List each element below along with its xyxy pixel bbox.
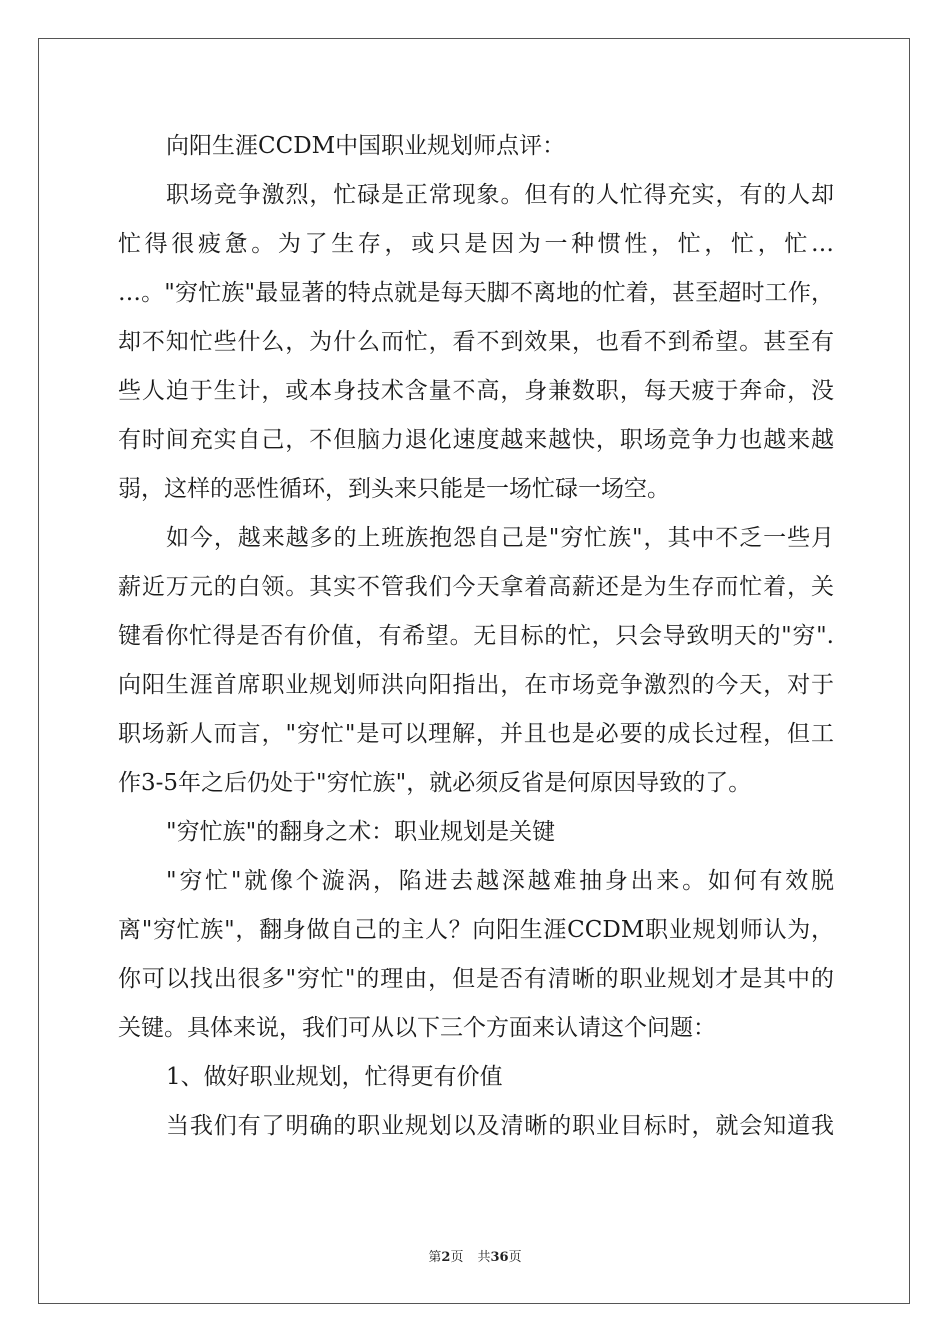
paragraph-line: 弱，这样的恶性循环，到头来只能是一场忙碌一场空。	[118, 476, 670, 502]
page-number: 2	[441, 1250, 451, 1265]
section-heading: 1、做好职业规划，忙得更有价值	[166, 1064, 503, 1090]
paragraph-line: 却不知忙些什么，为什么而忙，看不到效果，也看不到希望。甚至有	[118, 329, 834, 355]
paragraph-line: 忙得很疲惫。为了生存，或只是因为一种惯性，忙，忙，忙…	[118, 231, 834, 257]
paragraph-line: 键看你忙得是否有价值，有希望。无目标的忙，只会导致明天的"穷".	[118, 623, 834, 649]
paragraph-line: …。"穷忙族"最显著的特点就是每天脚不离地的忙着，甚至超时工作，	[118, 280, 834, 306]
paragraph-line: 离"穷忙族"，翻身做自己的主人？向阳生涯CCDM职业规划师认为，	[118, 917, 834, 943]
paragraph-line: 职场竞争激烈，忙碌是正常现象。但有的人忙得充实，有的人却	[166, 182, 834, 208]
paragraph-line: 薪近万元的白领。其实不管我们今天拿着高薪还是为生存而忙着，关	[118, 574, 834, 600]
page-footer	[0, 1246, 950, 1265]
paragraph-line: 当我们有了明确的职业规划以及清晰的职业目标时，就会知道我	[166, 1113, 834, 1139]
page-prefix: 第	[428, 1250, 442, 1265]
paragraph-line: 些人迫于生计，或本身技术含量不高，身兼数职，每天疲于奔命，没	[118, 378, 834, 404]
total-prefix: 共	[477, 1250, 491, 1265]
paragraph-line: 你可以找出很多"穷忙"的理由，但是否有清晰的职业规划才是其中的	[118, 966, 834, 992]
total-pages: 36	[490, 1250, 509, 1265]
paragraph-line: 如今，越来越多的上班族抱怨自己是"穷忙族"，其中不乏一些月	[166, 525, 834, 551]
section-heading: "穷忙族"的翻身之术：职业规划是关键	[166, 819, 556, 845]
page-suffix: 页	[450, 1250, 464, 1265]
paragraph-line: 向阳生涯首席职业规划师洪向阳指出，在市场竞争激烈的今天，对于	[118, 672, 834, 698]
paragraph-line: 作3-5年之后仍处于"穷忙族"，就必须反省是何原因导致的了。	[118, 770, 752, 796]
paragraph-line: 关键。具体来说，我们可从以下三个方面来认请这个问题：	[118, 1015, 716, 1041]
paragraph-line: "穷忙"就像个漩涡，陷进去越深越难抽身出来。如何有效脱	[166, 868, 834, 894]
paragraph-line: 向阳生涯CCDM中国职业规划师点评：	[166, 133, 566, 159]
paragraph-line: 有时间充实自己，不但脑力退化速度越来越快，职场竞争力也越来越	[118, 427, 834, 453]
paragraph-line: 职场新人而言，"穷忙"是可以理解，并且也是必要的成长过程，但工	[118, 721, 834, 747]
total-suffix: 页	[508, 1250, 522, 1265]
